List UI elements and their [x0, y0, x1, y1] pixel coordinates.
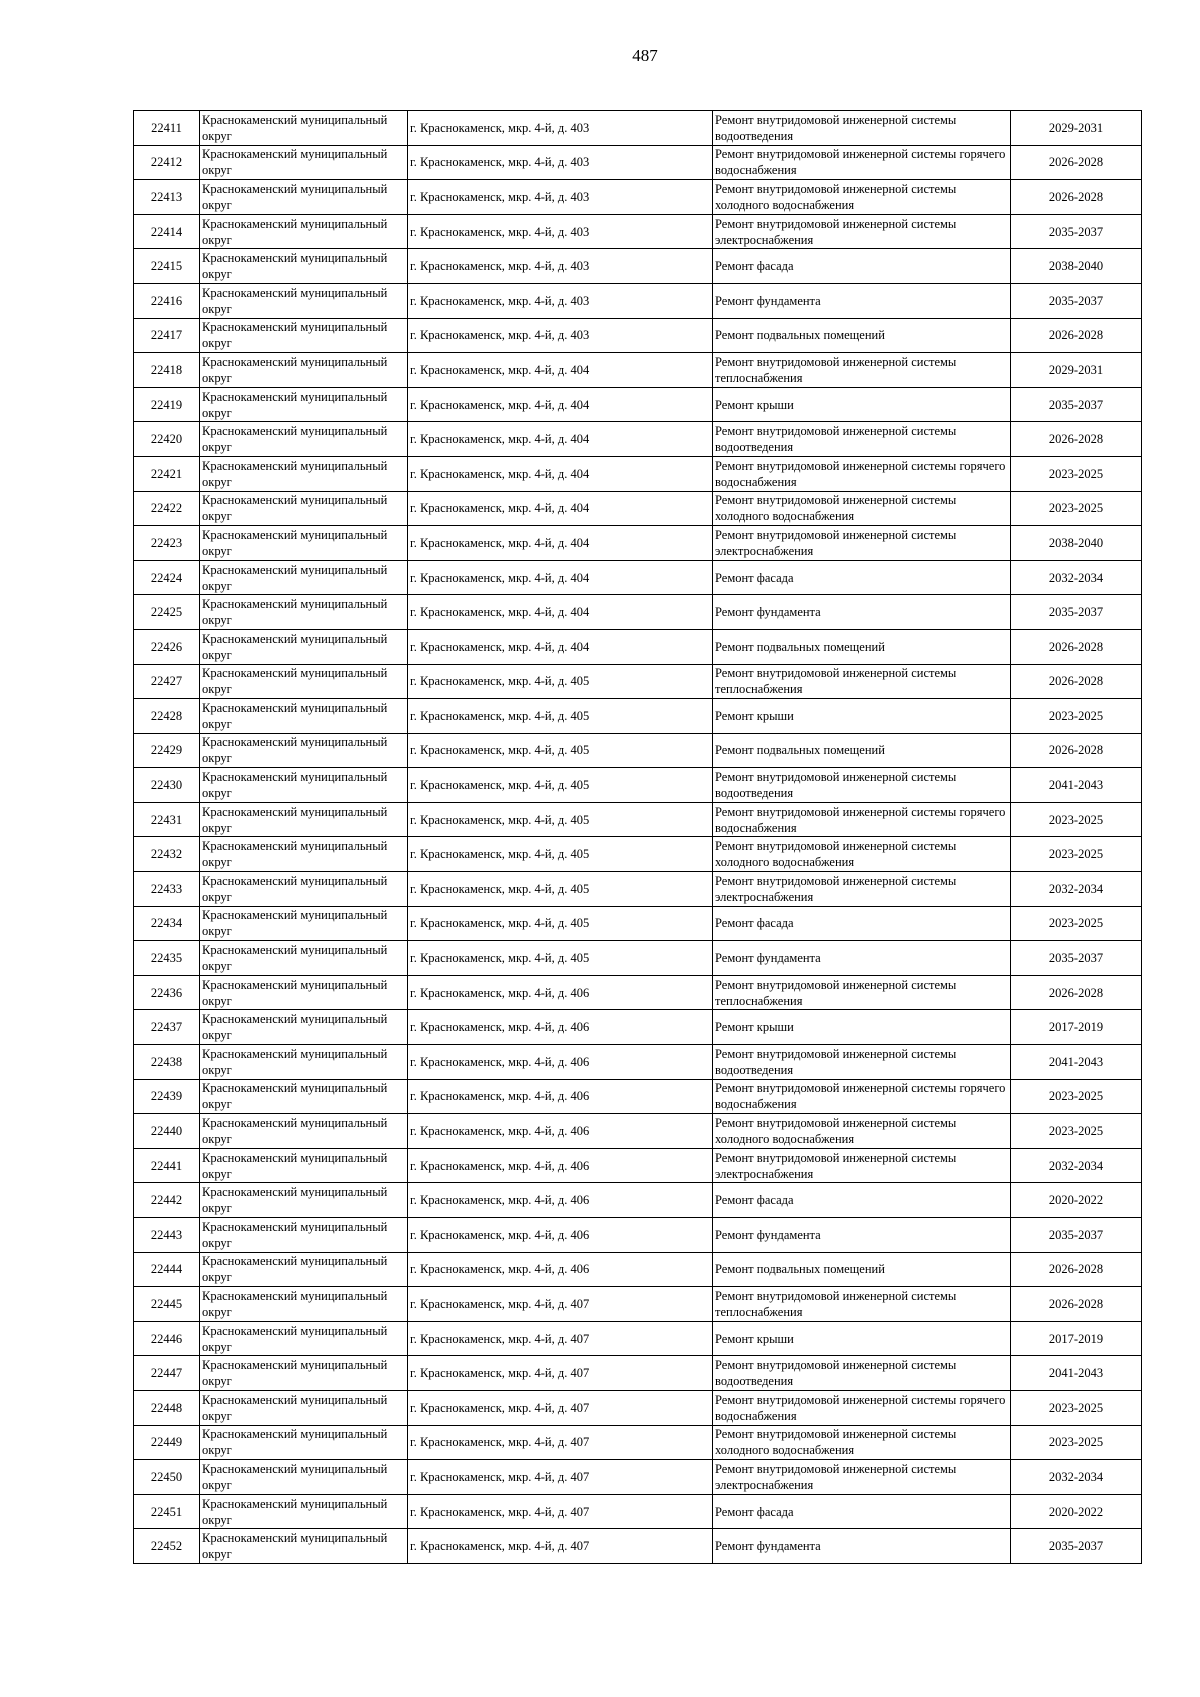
table-body	[134, 111, 1142, 1564]
row-number: 22441	[134, 1148, 200, 1183]
address-cell: г. Краснокаменск, мкр. 4-й, д. 405	[408, 837, 713, 872]
row-number: 22439	[134, 1079, 200, 1114]
row-number: 22427	[134, 664, 200, 699]
municipality-cell: Краснокаменский муниципальный округ	[200, 872, 408, 907]
table-row	[134, 353, 1142, 388]
table-row	[134, 560, 1142, 595]
table-row	[134, 283, 1142, 318]
period-cell: 2023-2025	[1011, 802, 1142, 837]
municipality-cell: Краснокаменский муниципальный округ	[200, 422, 408, 457]
work-type-cell: Ремонт внутридомовой инженерной системы электроснабжения	[713, 1148, 1011, 1183]
municipality-cell: Краснокаменский муниципальный округ	[200, 837, 408, 872]
row-number: 22444	[134, 1252, 200, 1287]
table-row	[134, 1321, 1142, 1356]
municipality-cell: Краснокаменский муниципальный округ	[200, 353, 408, 388]
period-cell: 2035-2037	[1011, 214, 1142, 249]
period-cell: 2041-2043	[1011, 768, 1142, 803]
table-row	[134, 872, 1142, 907]
row-number: 22445	[134, 1287, 200, 1322]
period-cell: 2026-2028	[1011, 145, 1142, 180]
period-cell: 2023-2025	[1011, 456, 1142, 491]
table-row	[134, 595, 1142, 630]
period-cell: 2032-2034	[1011, 560, 1142, 595]
row-number: 22421	[134, 456, 200, 491]
row-number: 22429	[134, 733, 200, 768]
page-number: 487	[632, 46, 658, 65]
municipality-cell: Краснокаменский муниципальный округ	[200, 1494, 408, 1529]
row-number: 22422	[134, 491, 200, 526]
row-number: 22418	[134, 353, 200, 388]
table-row	[134, 1390, 1142, 1425]
period-cell: 2026-2028	[1011, 1252, 1142, 1287]
work-type-cell: Ремонт фасада	[713, 249, 1011, 284]
row-number: 22442	[134, 1183, 200, 1218]
table-row	[134, 733, 1142, 768]
table-row	[134, 1252, 1142, 1287]
work-type-cell: Ремонт внутридомовой инженерной системы холодного водоснабжения	[713, 1425, 1011, 1460]
work-type-cell: Ремонт внутридомовой инженерной системы водоотведения	[713, 768, 1011, 803]
work-type-cell: Ремонт внутридомовой инженерной системы теплоснабжения	[713, 664, 1011, 699]
work-type-cell: Ремонт внутридомовой инженерной системы холодного водоснабжения	[713, 180, 1011, 215]
municipality-cell: Краснокаменский муниципальный округ	[200, 1529, 408, 1564]
municipality-cell: Краснокаменский муниципальный округ	[200, 1148, 408, 1183]
row-number: 22434	[134, 906, 200, 941]
period-cell: 2026-2028	[1011, 422, 1142, 457]
period-cell: 2023-2025	[1011, 1114, 1142, 1149]
work-type-cell: Ремонт внутридомовой инженерной системы теплоснабжения	[713, 975, 1011, 1010]
work-type-cell: Ремонт внутридомовой инженерной системы водоотведения	[713, 1045, 1011, 1080]
table-row	[134, 422, 1142, 457]
work-type-cell: Ремонт фундамента	[713, 1218, 1011, 1253]
period-cell: 2035-2037	[1011, 283, 1142, 318]
address-cell: г. Краснокаменск, мкр. 4-й, д. 404	[408, 387, 713, 422]
address-cell: г. Краснокаменск, мкр. 4-й, д. 405	[408, 664, 713, 699]
municipality-cell: Краснокаменский муниципальный округ	[200, 906, 408, 941]
municipality-cell: Краснокаменский муниципальный округ	[200, 1114, 408, 1149]
work-type-cell: Ремонт внутридомовой инженерной системы горячего водоснабжения	[713, 1079, 1011, 1114]
period-cell: 2026-2028	[1011, 975, 1142, 1010]
table-row	[134, 111, 1142, 146]
address-cell: г. Краснокаменск, мкр. 4-й, д. 403	[408, 111, 713, 146]
table-row	[134, 387, 1142, 422]
row-number: 22437	[134, 1010, 200, 1045]
period-cell: 2023-2025	[1011, 1390, 1142, 1425]
work-type-cell: Ремонт подвальных помещений	[713, 1252, 1011, 1287]
row-number: 22411	[134, 111, 200, 146]
period-cell: 2026-2028	[1011, 733, 1142, 768]
municipality-cell: Краснокаменский муниципальный округ	[200, 1045, 408, 1080]
municipality-cell: Краснокаменский муниципальный округ	[200, 249, 408, 284]
municipality-cell: Краснокаменский муниципальный округ	[200, 1287, 408, 1322]
work-type-cell: Ремонт подвальных помещений	[713, 629, 1011, 664]
work-type-cell: Ремонт внутридомовой инженерной системы горячего водоснабжения	[713, 456, 1011, 491]
address-cell: г. Краснокаменск, мкр. 4-й, д. 403	[408, 145, 713, 180]
row-number: 22435	[134, 941, 200, 976]
table-row	[134, 456, 1142, 491]
address-cell: г. Краснокаменск, мкр. 4-й, д. 407	[408, 1356, 713, 1391]
period-cell: 2041-2043	[1011, 1356, 1142, 1391]
work-type-cell: Ремонт фундамента	[713, 1529, 1011, 1564]
row-number: 22419	[134, 387, 200, 422]
period-cell: 2023-2025	[1011, 491, 1142, 526]
period-cell: 2023-2025	[1011, 1425, 1142, 1460]
address-cell: г. Краснокаменск, мкр. 4-й, д. 403	[408, 318, 713, 353]
address-cell: г. Краснокаменск, мкр. 4-й, д. 404	[408, 595, 713, 630]
period-cell: 2020-2022	[1011, 1494, 1142, 1529]
row-number: 22415	[134, 249, 200, 284]
municipality-cell: Краснокаменский муниципальный округ	[200, 802, 408, 837]
address-cell: г. Краснокаменск, мкр. 4-й, д. 407	[408, 1287, 713, 1322]
municipality-cell: Краснокаменский муниципальный округ	[200, 1356, 408, 1391]
municipality-cell: Краснокаменский муниципальный округ	[200, 111, 408, 146]
work-type-cell: Ремонт внутридомовой инженерной системы теплоснабжения	[713, 1287, 1011, 1322]
work-type-cell: Ремонт фундамента	[713, 595, 1011, 630]
address-cell: г. Краснокаменск, мкр. 4-й, д. 406	[408, 1218, 713, 1253]
address-cell: г. Краснокаменск, мкр. 4-й, д. 405	[408, 699, 713, 734]
row-number: 22430	[134, 768, 200, 803]
municipality-cell: Краснокаменский муниципальный округ	[200, 526, 408, 561]
table-row	[134, 318, 1142, 353]
address-cell: г. Краснокаменск, мкр. 4-й, д. 405	[408, 802, 713, 837]
work-type-cell: Ремонт внутридомовой инженерной системы электроснабжения	[713, 872, 1011, 907]
municipality-cell: Краснокаменский муниципальный округ	[200, 456, 408, 491]
work-type-cell: Ремонт внутридомовой инженерной системы холодного водоснабжения	[713, 491, 1011, 526]
row-number: 22452	[134, 1529, 200, 1564]
work-type-cell: Ремонт крыши	[713, 1321, 1011, 1356]
municipality-cell: Краснокаменский муниципальный округ	[200, 975, 408, 1010]
address-cell: г. Краснокаменск, мкр. 4-й, д. 405	[408, 872, 713, 907]
period-cell: 2023-2025	[1011, 699, 1142, 734]
municipality-cell: Краснокаменский муниципальный округ	[200, 1390, 408, 1425]
table-row	[134, 1218, 1142, 1253]
table-row	[134, 249, 1142, 284]
address-cell: г. Краснокаменск, мкр. 4-й, д. 407	[408, 1460, 713, 1495]
table-row	[134, 1287, 1142, 1322]
period-cell: 2041-2043	[1011, 1045, 1142, 1080]
table-row	[134, 1079, 1142, 1114]
row-number: 22438	[134, 1045, 200, 1080]
address-cell: г. Краснокаменск, мкр. 4-й, д. 405	[408, 768, 713, 803]
address-cell: г. Краснокаменск, мкр. 4-й, д. 404	[408, 526, 713, 561]
municipality-cell: Краснокаменский муниципальный округ	[200, 768, 408, 803]
row-number: 22451	[134, 1494, 200, 1529]
address-cell: г. Краснокаменск, мкр. 4-й, д. 406	[408, 1079, 713, 1114]
address-cell: г. Краснокаменск, мкр. 4-й, д. 407	[408, 1425, 713, 1460]
municipality-cell: Краснокаменский муниципальный округ	[200, 387, 408, 422]
period-cell: 2023-2025	[1011, 837, 1142, 872]
table-row	[134, 180, 1142, 215]
table-row	[134, 491, 1142, 526]
address-cell: г. Краснокаменск, мкр. 4-й, д. 403	[408, 249, 713, 284]
period-cell: 2026-2028	[1011, 180, 1142, 215]
table-row	[134, 664, 1142, 699]
address-cell: г. Краснокаменск, мкр. 4-й, д. 407	[408, 1390, 713, 1425]
table-row	[134, 145, 1142, 180]
table-row	[134, 1356, 1142, 1391]
work-type-cell: Ремонт внутридомовой инженерной системы холодного водоснабжения	[713, 837, 1011, 872]
table-row	[134, 768, 1142, 803]
row-number: 22426	[134, 629, 200, 664]
work-type-cell: Ремонт фундамента	[713, 941, 1011, 976]
address-cell: г. Краснокаменск, мкр. 4-й, д. 407	[408, 1529, 713, 1564]
address-cell: г. Краснокаменск, мкр. 4-й, д. 404	[408, 491, 713, 526]
repair-schedule-table	[133, 110, 1142, 1564]
address-cell: г. Краснокаменск, мкр. 4-й, д. 407	[408, 1494, 713, 1529]
address-cell: г. Краснокаменск, мкр. 4-й, д. 406	[408, 1252, 713, 1287]
table-row	[134, 941, 1142, 976]
municipality-cell: Краснокаменский муниципальный округ	[200, 664, 408, 699]
table-row	[134, 1425, 1142, 1460]
municipality-cell: Краснокаменский муниципальный округ	[200, 941, 408, 976]
municipality-cell: Краснокаменский муниципальный округ	[200, 699, 408, 734]
table-row	[134, 906, 1142, 941]
municipality-cell: Краснокаменский муниципальный округ	[200, 1321, 408, 1356]
row-number: 22448	[134, 1390, 200, 1425]
municipality-cell: Краснокаменский муниципальный округ	[200, 1010, 408, 1045]
row-number: 22440	[134, 1114, 200, 1149]
address-cell: г. Краснокаменск, мкр. 4-й, д. 406	[408, 1183, 713, 1218]
work-type-cell: Ремонт фасада	[713, 560, 1011, 595]
period-cell: 2029-2031	[1011, 111, 1142, 146]
table-row	[134, 526, 1142, 561]
work-type-cell: Ремонт внутридомовой инженерной системы горячего водоснабжения	[713, 1390, 1011, 1425]
work-type-cell: Ремонт фасада	[713, 1183, 1011, 1218]
table-row	[134, 837, 1142, 872]
period-cell: 2035-2037	[1011, 1529, 1142, 1564]
table-row	[134, 699, 1142, 734]
row-number: 22450	[134, 1460, 200, 1495]
address-cell: г. Краснокаменск, мкр. 4-й, д. 406	[408, 1010, 713, 1045]
period-cell: 2035-2037	[1011, 595, 1142, 630]
work-type-cell: Ремонт внутридомовой инженерной системы водоотведения	[713, 422, 1011, 457]
municipality-cell: Краснокаменский муниципальный округ	[200, 1460, 408, 1495]
row-number: 22417	[134, 318, 200, 353]
address-cell: г. Краснокаменск, мкр. 4-й, д. 406	[408, 1045, 713, 1080]
row-number: 22433	[134, 872, 200, 907]
address-cell: г. Краснокаменск, мкр. 4-й, д. 406	[408, 1114, 713, 1149]
work-type-cell: Ремонт крыши	[713, 1010, 1011, 1045]
period-cell: 2017-2019	[1011, 1010, 1142, 1045]
table-row	[134, 1460, 1142, 1495]
row-number: 22431	[134, 802, 200, 837]
address-cell: г. Краснокаменск, мкр. 4-й, д. 405	[408, 733, 713, 768]
row-number: 22449	[134, 1425, 200, 1460]
row-number: 22447	[134, 1356, 200, 1391]
table-row	[134, 1010, 1142, 1045]
table-row	[134, 1148, 1142, 1183]
table-row	[134, 629, 1142, 664]
address-cell: г. Краснокаменск, мкр. 4-й, д. 404	[408, 560, 713, 595]
period-cell: 2023-2025	[1011, 906, 1142, 941]
table-row	[134, 975, 1142, 1010]
period-cell: 2029-2031	[1011, 353, 1142, 388]
work-type-cell: Ремонт внутридомовой инженерной системы электроснабжения	[713, 214, 1011, 249]
municipality-cell: Краснокаменский муниципальный округ	[200, 560, 408, 595]
address-cell: г. Краснокаменск, мкр. 4-й, д. 404	[408, 629, 713, 664]
work-type-cell: Ремонт внутридомовой инженерной системы водоотведения	[713, 111, 1011, 146]
work-type-cell: Ремонт внутридомовой инженерной системы холодного водоснабжения	[713, 1114, 1011, 1149]
address-cell: г. Краснокаменск, мкр. 4-й, д. 404	[408, 353, 713, 388]
municipality-cell: Краснокаменский муниципальный округ	[200, 733, 408, 768]
municipality-cell: Краснокаменский муниципальный округ	[200, 1079, 408, 1114]
address-cell: г. Краснокаменск, мкр. 4-й, д. 405	[408, 941, 713, 976]
municipality-cell: Краснокаменский муниципальный округ	[200, 1218, 408, 1253]
table-row	[134, 1183, 1142, 1218]
period-cell: 2017-2019	[1011, 1321, 1142, 1356]
address-cell: г. Краснокаменск, мкр. 4-й, д. 405	[408, 906, 713, 941]
address-cell: г. Краснокаменск, мкр. 4-й, д. 407	[408, 1321, 713, 1356]
row-number: 22416	[134, 283, 200, 318]
work-type-cell: Ремонт внутридомовой инженерной системы теплоснабжения	[713, 353, 1011, 388]
row-number: 22413	[134, 180, 200, 215]
municipality-cell: Краснокаменский муниципальный округ	[200, 145, 408, 180]
address-cell: г. Краснокаменск, мкр. 4-й, д. 403	[408, 180, 713, 215]
row-number: 22443	[134, 1218, 200, 1253]
period-cell: 2032-2034	[1011, 1460, 1142, 1495]
row-number: 22414	[134, 214, 200, 249]
work-type-cell: Ремонт фасада	[713, 906, 1011, 941]
municipality-cell: Краснокаменский муниципальный округ	[200, 318, 408, 353]
row-number: 22420	[134, 422, 200, 457]
period-cell: 2020-2022	[1011, 1183, 1142, 1218]
period-cell: 2026-2028	[1011, 664, 1142, 699]
table-row	[134, 1529, 1142, 1564]
row-number: 22446	[134, 1321, 200, 1356]
work-type-cell: Ремонт фундамента	[713, 283, 1011, 318]
table-row	[134, 1494, 1142, 1529]
address-cell: г. Краснокаменск, мкр. 4-й, д. 403	[408, 283, 713, 318]
work-type-cell: Ремонт фасада	[713, 1494, 1011, 1529]
municipality-cell: Краснокаменский муниципальный округ	[200, 1252, 408, 1287]
row-number: 22436	[134, 975, 200, 1010]
table-row	[134, 214, 1142, 249]
work-type-cell: Ремонт подвальных помещений	[713, 733, 1011, 768]
municipality-cell: Краснокаменский муниципальный округ	[200, 1183, 408, 1218]
municipality-cell: Краснокаменский муниципальный округ	[200, 180, 408, 215]
row-number: 22424	[134, 560, 200, 595]
period-cell: 2032-2034	[1011, 1148, 1142, 1183]
row-number: 22432	[134, 837, 200, 872]
period-cell: 2035-2037	[1011, 387, 1142, 422]
work-type-cell: Ремонт внутридомовой инженерной системы горячего водоснабжения	[713, 802, 1011, 837]
period-cell: 2026-2028	[1011, 1287, 1142, 1322]
period-cell: 2032-2034	[1011, 872, 1142, 907]
address-cell: г. Краснокаменск, мкр. 4-й, д. 404	[408, 422, 713, 457]
period-cell: 2035-2037	[1011, 941, 1142, 976]
work-type-cell: Ремонт крыши	[713, 699, 1011, 734]
municipality-cell: Краснокаменский муниципальный округ	[200, 629, 408, 664]
work-type-cell: Ремонт внутридомовой инженерной системы электроснабжения	[713, 526, 1011, 561]
address-cell: г. Краснокаменск, мкр. 4-й, д. 406	[408, 975, 713, 1010]
period-cell: 2026-2028	[1011, 629, 1142, 664]
municipality-cell: Краснокаменский муниципальный округ	[200, 595, 408, 630]
work-type-cell: Ремонт подвальных помещений	[713, 318, 1011, 353]
period-cell: 2035-2037	[1011, 1218, 1142, 1253]
municipality-cell: Краснокаменский муниципальный округ	[200, 283, 408, 318]
municipality-cell: Краснокаменский муниципальный округ	[200, 214, 408, 249]
address-cell: г. Краснокаменск, мкр. 4-й, д. 404	[408, 456, 713, 491]
row-number: 22412	[134, 145, 200, 180]
row-number: 22423	[134, 526, 200, 561]
period-cell: 2023-2025	[1011, 1079, 1142, 1114]
work-type-cell: Ремонт внутридомовой инженерной системы горячего водоснабжения	[713, 145, 1011, 180]
row-number: 22428	[134, 699, 200, 734]
municipality-cell: Краснокаменский муниципальный округ	[200, 1425, 408, 1460]
table-row	[134, 802, 1142, 837]
period-cell: 2038-2040	[1011, 526, 1142, 561]
work-type-cell: Ремонт крыши	[713, 387, 1011, 422]
work-type-cell: Ремонт внутридомовой инженерной системы электроснабжения	[713, 1460, 1011, 1495]
table-row	[134, 1045, 1142, 1080]
row-number: 22425	[134, 595, 200, 630]
table-row	[134, 1114, 1142, 1149]
municipality-cell: Краснокаменский муниципальный округ	[200, 491, 408, 526]
address-cell: г. Краснокаменск, мкр. 4-й, д. 406	[408, 1148, 713, 1183]
period-cell: 2038-2040	[1011, 249, 1142, 284]
work-type-cell: Ремонт внутридомовой инженерной системы водоотведения	[713, 1356, 1011, 1391]
address-cell: г. Краснокаменск, мкр. 4-й, д. 403	[408, 214, 713, 249]
period-cell: 2026-2028	[1011, 318, 1142, 353]
